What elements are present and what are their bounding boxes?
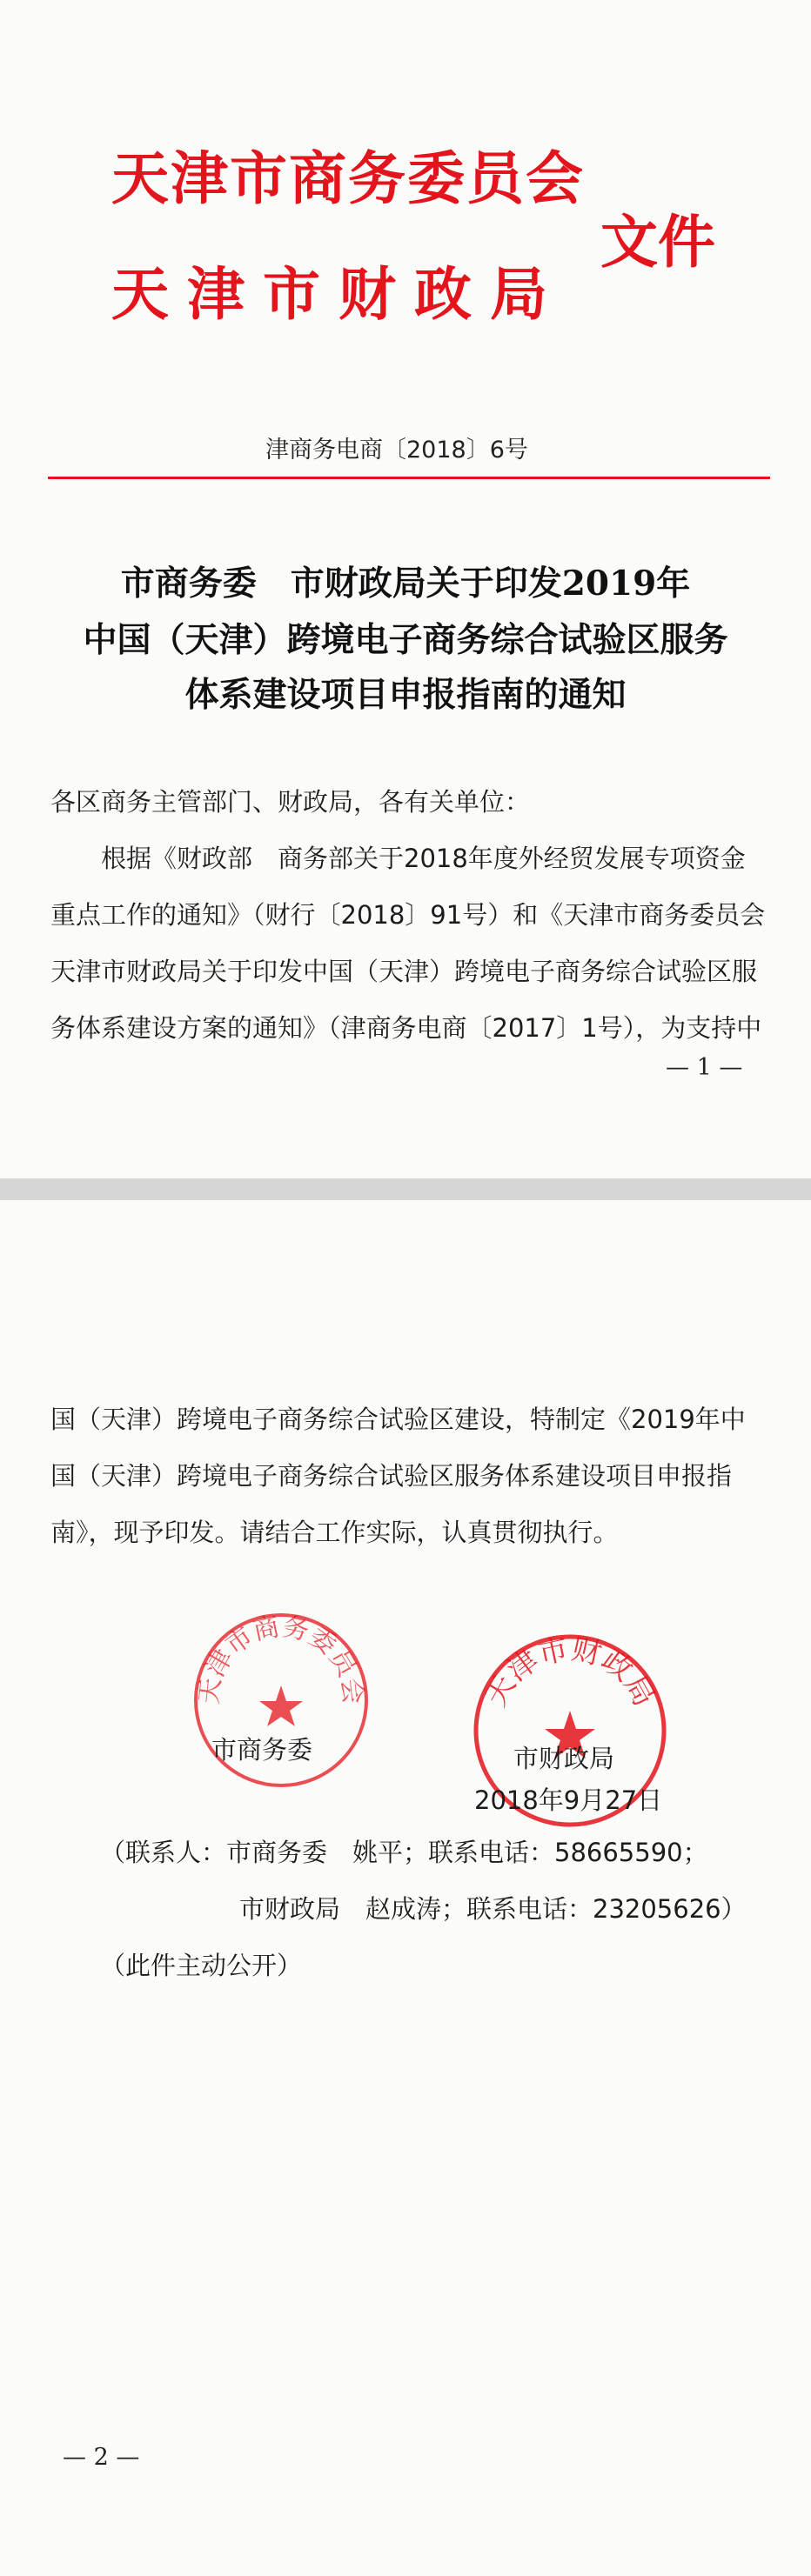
signing-org-2: 市财政局: [513, 1744, 615, 1773]
issuer-line-2: 天津市财政局: [111, 260, 566, 328]
paragraph-line: 国（天津）跨境电子商务综合试验区建设，特制定《2019年中: [50, 1405, 746, 1434]
doc-type-label: 文件: [600, 208, 715, 276]
seal-1-text: 天津市商务委员会: [193, 1612, 369, 1706]
red-separator-line: [48, 477, 770, 479]
paragraph-line: 务体系建设方案的通知》（津商务电商〔2017〕1号），为支持中: [50, 1013, 762, 1043]
page-gap: [0, 1178, 811, 1200]
page-number: — 1 —: [666, 1054, 743, 1081]
issue-date: 2018年9月27日: [474, 1785, 663, 1815]
contact-line-2: 市财政局 赵成涛；联系电话：23205626）: [239, 1894, 747, 1924]
title-line-1: 市商务委 市财政局关于印发2019年: [120, 564, 691, 604]
page-number: — 2 —: [63, 2444, 140, 2471]
title-line-2: 中国（天津）跨境电子商务综合试验区服务: [83, 620, 728, 660]
paragraph-line: 根据《财政部 商务部关于2018年度外经贸发展专项资金: [50, 844, 746, 873]
document-page-1: [0, 0, 811, 1178]
issuer-line-1: 天津市商务委员会: [111, 144, 585, 212]
contact-line-1: （联系人：市商务委 姚平；联系电话：58665590；: [100, 1838, 708, 1867]
paragraph-line: 国（天津）跨境电子商务综合试验区服务体系建设项目申报指: [50, 1461, 733, 1491]
paragraph-line: 南》，现予印发。请结合工作实际，认真贯彻执行。: [50, 1518, 619, 1547]
paragraph-line: 重点工作的通知》（财行〔2018〕91号）和《天津市商务委员会: [50, 900, 766, 930]
signing-org-1: 市商务委: [211, 1735, 313, 1765]
seal-2-text: 天津市财政局: [478, 1632, 662, 1712]
disclosure-note: （此件主动公开）: [100, 1951, 303, 1980]
salutation: 各区商务主管部门、财政局，各有关单位：: [50, 787, 531, 817]
paragraph-line: 天津市财政局关于印发中国（天津）跨境电子商务综合试验区服: [50, 957, 758, 986]
document-number: 津商务电商〔2018〕6号: [265, 437, 528, 464]
title-line-3: 体系建设项目申报指南的通知: [184, 675, 627, 715]
svg-text:天津市财政局: [479, 1632, 662, 1712]
document-page-2: [0, 1200, 811, 2576]
